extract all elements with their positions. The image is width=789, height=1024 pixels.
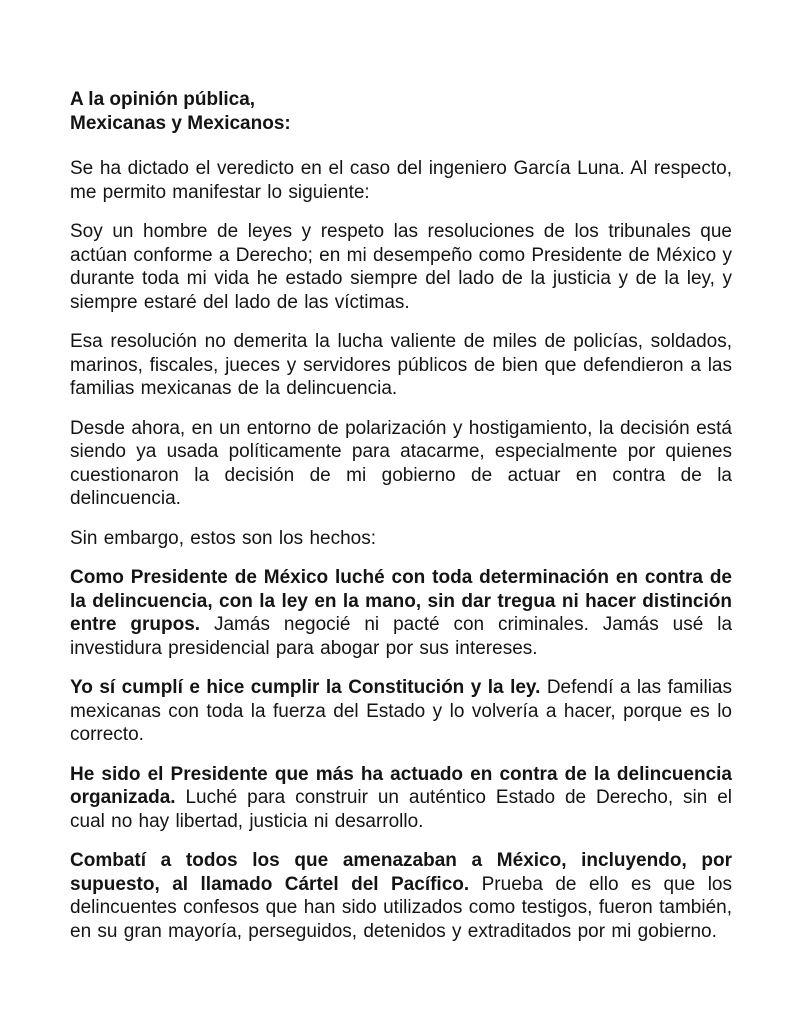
paragraph-text: Prueba de ello es que los delincuentes confesos que han sido utilizados como testigos, fueron también, en su gran mayoría, perseguidos, detenidos y extraditados por mi gobierno.	[70, 873, 732, 942]
paragraph-text: Se ha dictado el veredicto en el caso del ingeniero García Luna. Al respecto, me permito manifestar lo siguiente:	[70, 158, 732, 203]
statement-heading	[70, 88, 732, 135]
paragraph-cumpli-constitucion	[70, 676, 732, 747]
heading-line-salutation: A la opinión pública,	[70, 89, 256, 110]
paragraph-bold-lead: Como Presidente de México luché con toda determinación en contra de la delincuencia, con la ley en la mano, sin dar tregua ni hacer distinción entre grupos.	[70, 567, 732, 635]
paragraph-man-of-laws	[70, 220, 732, 314]
paragraph-verdict-intro	[70, 157, 732, 204]
paragraph-text: Luché para construir un auténtico Estado de Derecho, sin el cual no hay libertad, justicia ni desarrollo.	[70, 787, 732, 832]
paragraph-text: Sin embargo, estos son los hechos:	[70, 527, 377, 549]
paragraph-hechos-lead	[70, 527, 732, 551]
paragraph-text: Desde ahora, en un entorno de polarización y hostigamiento, la decisión está siendo ya usada políticamente para atacarme, especialmente por quienes cuestionaron la decisión de mi gobierno de actuar en contra de la delincuencia.	[70, 417, 732, 509]
paragraph-bold-lead: He sido el Presidente que más ha actuado en contra de la delincuencia organizada.	[70, 763, 732, 808]
paragraph-presidente-actuado	[70, 763, 732, 834]
paragraph-combati-cartel	[70, 849, 732, 943]
paragraph-text: Esa resolución no demerita la lucha valiente de miles de policías, soldados, marinos, fiscales, jueces y servidores públicos de bien que defendieron a las familias mexicanas de la delincuencia.	[70, 331, 732, 399]
paragraph-presidente-lucha	[70, 566, 732, 660]
paragraph-text: Defendí a las familias mexicanas con toda la fuerza del Estado y lo volvería a hacer, porque es lo correcto.	[70, 677, 732, 745]
paragraph-text: Soy un hombre de leyes y respeto las resoluciones de los tribunales que actúan conforme a Derecho; en mi desempeño como Presidente de México y durante toda mi vida he estado siempre del lado de la justicia y de la ley, y siempre estaré del lado de las víctimas.	[70, 221, 732, 313]
paragraph-polarization	[70, 417, 732, 511]
paragraph-bold-lead: Yo sí cumplí e hice cumplir la Constitución y la ley.	[70, 677, 541, 698]
statement-body	[70, 88, 732, 959]
paragraph-text: Jamás negocié ni pacté con criminales. Jamás usé la investidura presidencial para abogar por sus intereses.	[70, 614, 733, 659]
paragraph-bold-lead: Combatí a todos los que amenazaban a México, incluyendo, por supuesto, al llamado Cártel del Pacífico.	[70, 850, 732, 895]
heading-line-addressees: Mexicanas y Mexicanos:	[70, 112, 291, 134]
paragraph-resolution-no-demerit	[70, 330, 732, 401]
